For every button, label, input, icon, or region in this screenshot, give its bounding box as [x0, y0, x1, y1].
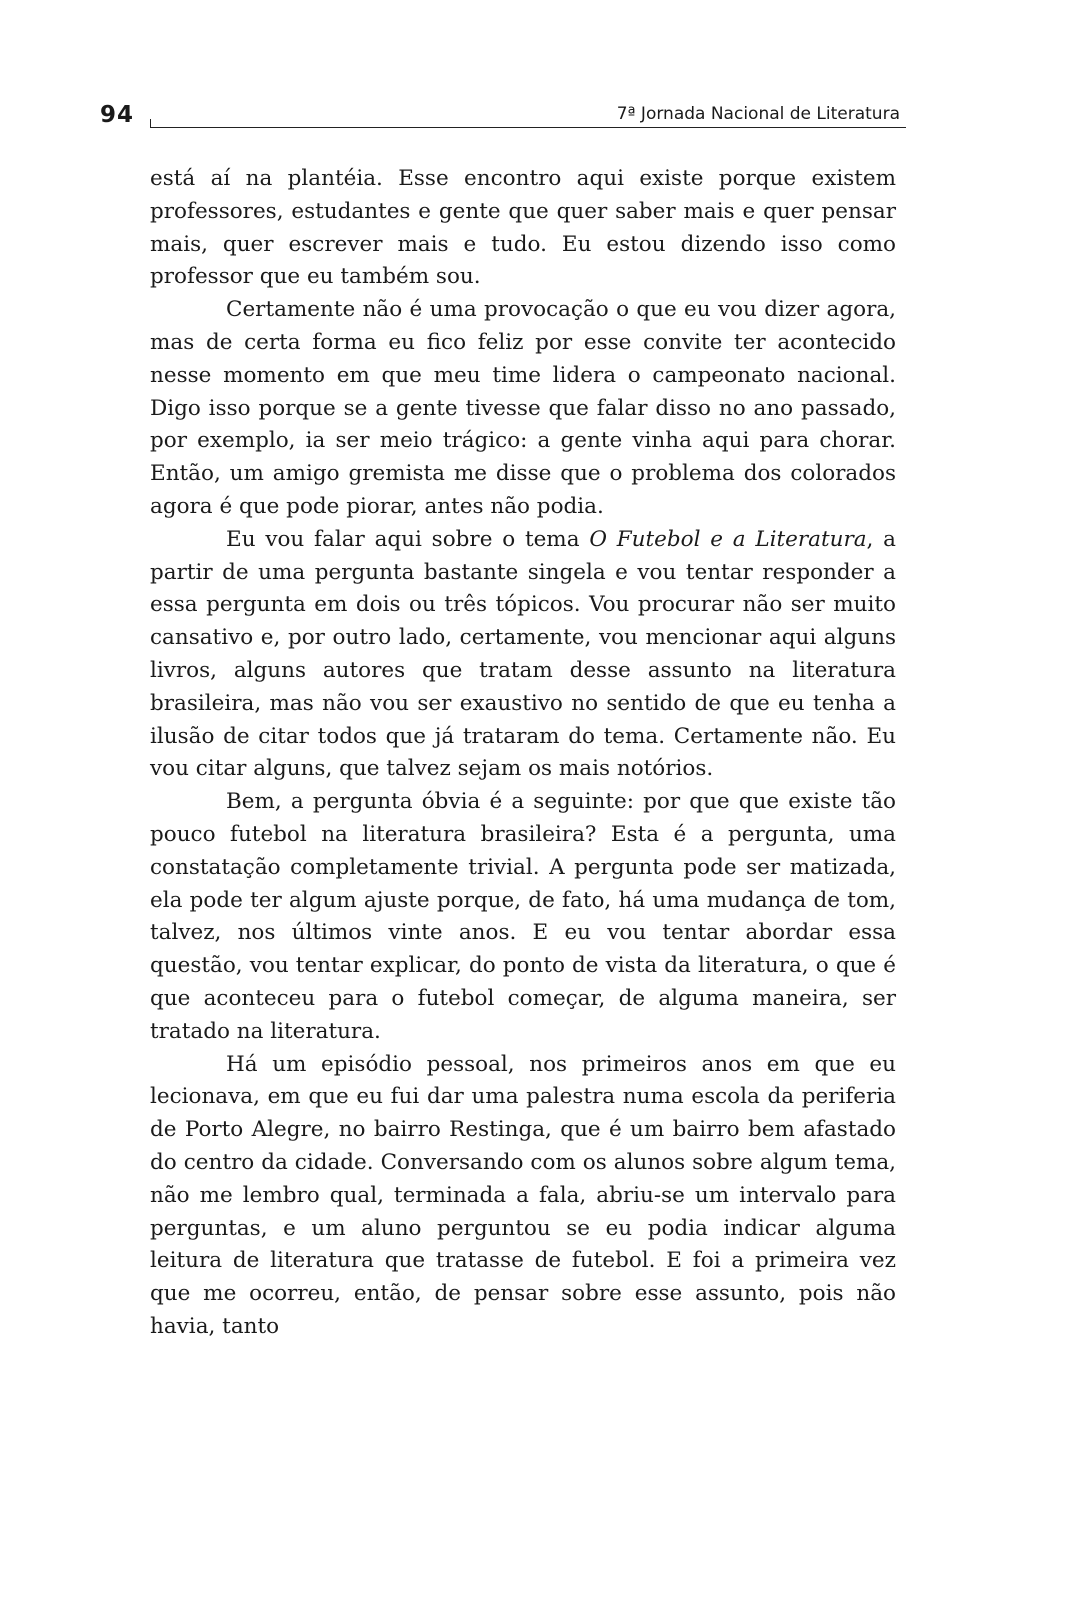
header-rule-tick — [150, 119, 151, 127]
paragraph-3-rest: , a partir de uma pergunta bastante singela e vou tentar responder a essa pergunta em dois ou três tópicos. Vou procurar não ser muito cansativo e, por outro lado, certamente, vou mencionar aqui alguns livros, alguns autores que tratam desse assunto na literatura brasileira, mas não vou ser exaustivo no sentido de que eu tenha a ilusão de citar todos que já trataram do tema. Certamente não. Eu vou citar alguns, que talvez sejam os mais notórios. — [150, 526, 896, 782]
header-rule — [150, 127, 906, 128]
paragraph-4: Bem, a pergunta óbvia é a seguinte: por que que existe tão pouco futebol na literatura brasileira? Esta é a pergunta, uma constatação completamente trivial. A pergunta pode ser matizada, ela pode ter algum ajuste porque, de fato, há uma mudança de tom, talvez, nos últimos vinte anos. E eu vou tentar abordar essa questão, vou tentar explicar, do ponto de vista da literatura, o que é que aconteceu para o futebol começar, de alguma maneira, ser tratado na literatura. — [150, 789, 896, 1044]
page-number: 94 — [100, 102, 135, 128]
paragraph-3-lead: Eu vou falar aqui sobre o tema — [226, 526, 590, 552]
paragraph-2: Certamente não é uma provocação o que eu vou dizer agora, mas de certa forma eu fico feliz por esse convite ter acontecido nesse momento em que meu time lidera o campeonato nacional. Digo isso porque se a gente tivesse que falar disso no ano passado, por exemplo, ia ser meio trágico: a gente vinha aqui para chorar. Então, um amigo gremista me disse que o problema dos colorados agora é que pode piorar, antes não podia. — [150, 297, 896, 519]
talk-topic-title: O Futebol e a Literatura — [589, 526, 867, 552]
paragraph-1: está aí na plantéia. Esse encontro aqui existe porque existem professores, estudantes e gente que quer saber mais e quer pensar mais, quer escrever mais e tudo. Eu estou dizendo isso como professor que eu também sou. — [150, 166, 896, 290]
body-text — [150, 163, 896, 1344]
paragraph-5: Há um episódio pessoal, nos primeiros anos em que eu lecionava, em que eu fui dar uma palestra numa escola da periferia de Porto Alegre, no bairro Restinga, que é um bairro bem afastado do centro da cidade. Conversando com os alunos sobre algum tema, não me lembro qual, terminada a fala, abriu-se um intervalo para perguntas, e um aluno perguntou se eu podia indicar alguma leitura de literatura que tratasse de futebol. E foi a primeira vez que me ocorreu, então, de pensar sobre esse assunto, pois não havia, tanto — [150, 1051, 896, 1339]
paragraph-3 — [150, 524, 896, 786]
page-header — [100, 94, 906, 130]
running-title: 7ª Jornada Nacional de Literatura — [616, 104, 900, 124]
